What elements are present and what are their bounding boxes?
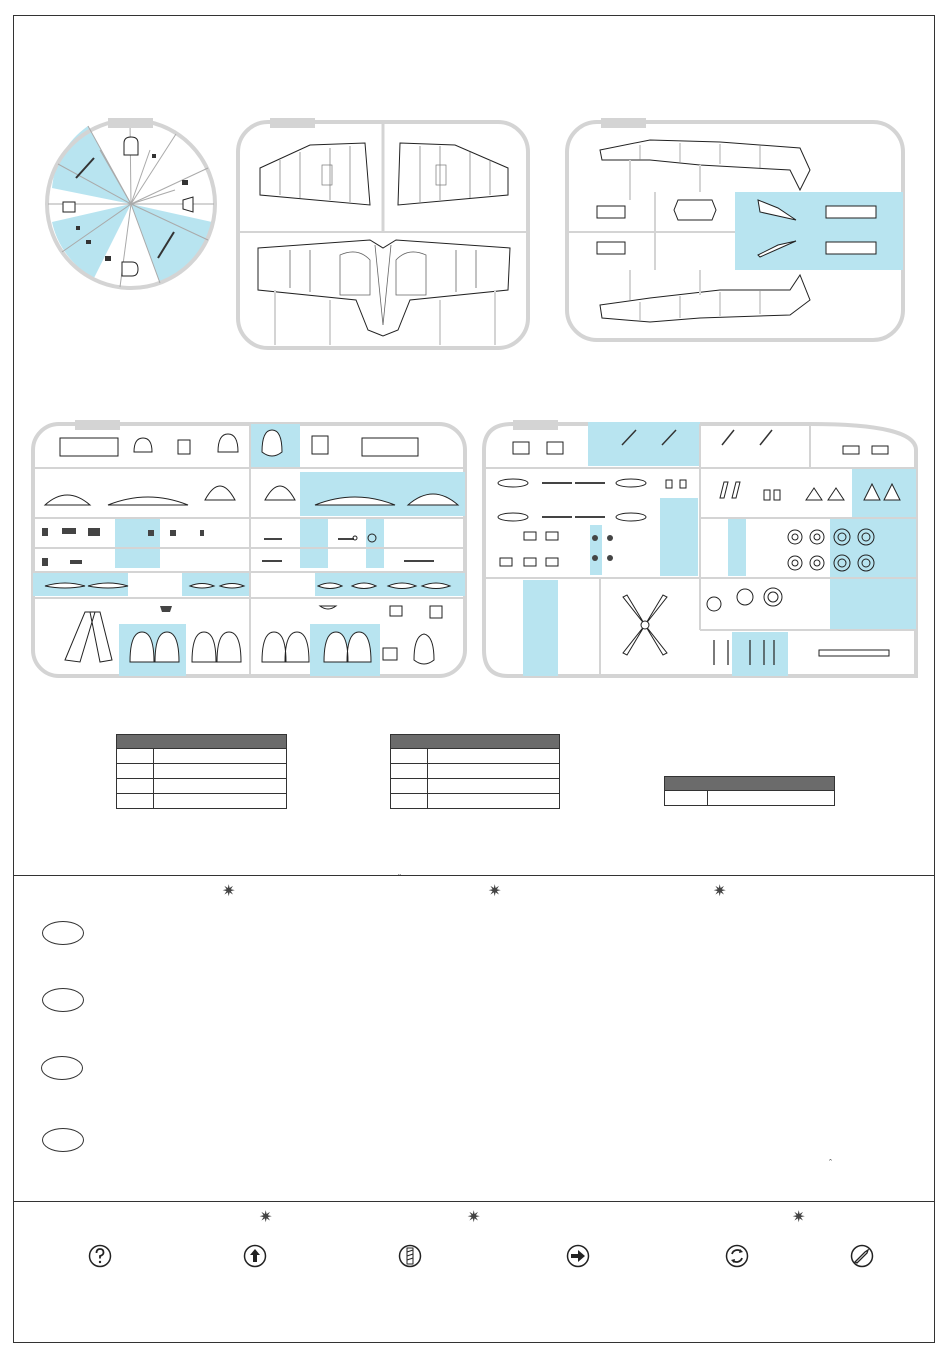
- star-icon: ✷: [792, 1209, 806, 1226]
- table-header: [117, 735, 287, 749]
- table-cell: [117, 794, 154, 809]
- table-cell: [428, 779, 560, 794]
- table-cell: [428, 794, 560, 809]
- chevron-down-icon: ˇ: [398, 873, 401, 883]
- table-header: [665, 777, 835, 791]
- language-badge: [42, 1128, 84, 1152]
- arrow-right-icon: [566, 1244, 590, 1268]
- table-cell: [665, 791, 708, 806]
- sprue-cockpit: [33, 420, 465, 676]
- table-row: [117, 749, 287, 764]
- paint-table-3: [664, 776, 835, 806]
- table-cell: [117, 779, 154, 794]
- table-cell: [391, 794, 428, 809]
- table-row: [117, 779, 287, 794]
- table-cell: [154, 764, 287, 779]
- table-row: [391, 749, 560, 764]
- star-icon: ✷: [259, 1209, 273, 1226]
- table-cell: [391, 764, 428, 779]
- arrow-up-icon: [243, 1244, 267, 1268]
- table-cell: [708, 791, 835, 806]
- sprue-details: [484, 420, 916, 676]
- sprue-fuselage: [567, 118, 903, 340]
- table-cell: [154, 749, 287, 764]
- language-badge: [42, 988, 84, 1012]
- table-row: [665, 791, 835, 806]
- sprue-wings: [238, 118, 528, 348]
- rotate-icon: [725, 1244, 749, 1268]
- knife-icon: [850, 1244, 874, 1268]
- table-cell: [391, 749, 428, 764]
- table-row: [391, 794, 560, 809]
- striped-icon: [398, 1244, 422, 1268]
- table-cell: [117, 764, 154, 779]
- table-cell: [391, 779, 428, 794]
- table-cell: [154, 779, 287, 794]
- paint-table-1: [116, 734, 287, 809]
- table-row: [117, 794, 287, 809]
- table-row: [391, 764, 560, 779]
- language-badge: [42, 921, 84, 945]
- table-row: [391, 779, 560, 794]
- caret-icon: ˆ: [829, 1158, 832, 1168]
- star-icon: ✷: [488, 883, 502, 900]
- star-icon: ✷: [713, 883, 727, 900]
- star-icon: ✷: [222, 883, 236, 900]
- table-header: [391, 735, 560, 749]
- sprue-round: [47, 118, 215, 288]
- table-cell: [428, 749, 560, 764]
- table-cell: [117, 749, 154, 764]
- paint-table-2: [390, 734, 560, 809]
- table-cell: [428, 764, 560, 779]
- table-row: [117, 764, 287, 779]
- language-badge: [41, 1056, 83, 1080]
- question-icon: [88, 1244, 112, 1268]
- table-cell: [154, 794, 287, 809]
- star-icon: ✷: [467, 1209, 481, 1226]
